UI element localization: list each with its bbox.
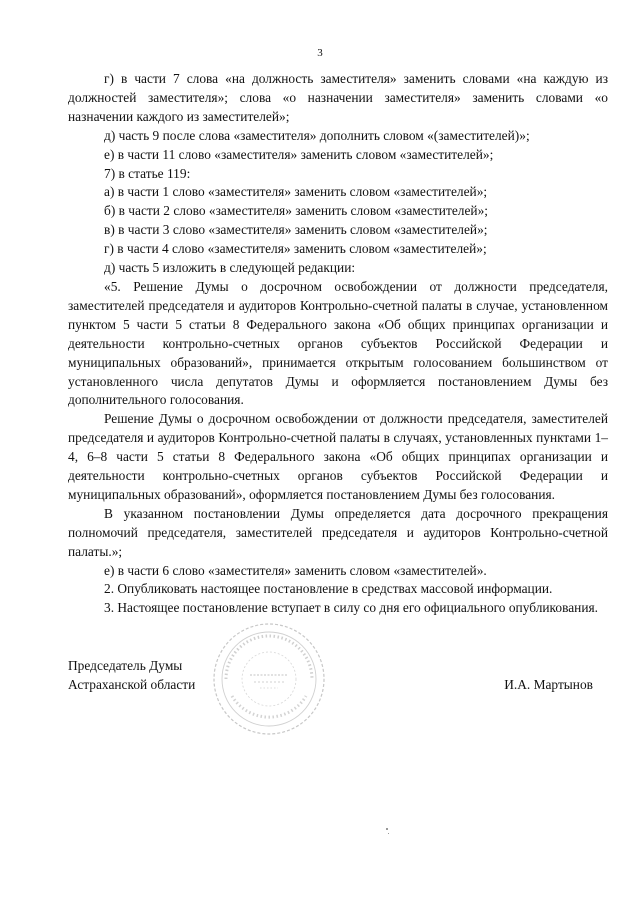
paragraph: Решение Думы о досрочном освобождении от должности председателя, заместителей председателя и аудиторов Контрольно-счетной палаты в случаях, установленных пунктами 1–4, 6–8 части 5 статьи 8 Федерального закона «Об общих принципах организации и деятельности контрольно-счетных органов субъектов Российской Федерации и муниципальных образований», оформляется постановлением Думы без голосования. [68,411,608,502]
signatory-position-line: Председатель Думы [68,658,183,673]
paragraph: е) в части 11 слово «заместителя» заменить словом «заместителей»; [104,146,494,162]
signature-block [68,656,608,716]
paragraph: д) часть 9 после слова «заместителя» дополнить словом «(заместителей)»; [104,127,530,143]
paragraph: г) в части 7 слова «на должность заместителя» заменить словами «на каждую из должностей заместителя»; слова «о назначении заместителя» заменить словами «о назначении каждого из заместителей»; [68,71,608,124]
page-number: 3 [317,47,323,59]
scan-speck [388,833,389,834]
paragraph: е) в части 6 слово «заместителя» заменить словом «заместителей». [104,562,487,578]
document-body [68,70,608,618]
paragraph: В указанном постановлении Думы определяется дата досрочного прекращения полномочий председателя, заместителей председателя и аудиторов Контрольно-счетной палаты.»; [68,505,608,559]
paragraph: 3. Настоящее постановление вступает в силу со дня его официального опубликования. [104,600,598,616]
paragraph: 7) в статье 119: [104,165,191,181]
signatory-name: И.А. Мартынов [504,677,593,692]
paragraph: г) в части 4 слово «заместителя» заменить словом «заместителей»; [104,241,487,257]
signatory-position-line: Астраханской области [68,677,196,692]
paragraph: «5. Решение Думы о досрочном освобождении от должности председателя, заместителей председателя и аудиторов Контрольно-счетной палаты в случае, установленном пунктом 5 части 5 статьи 8 Федерального закона «Об общих принципах организации и деятельности контрольно-счетных органов субъектов Российской Федерации и муниципальных образований», принимается открытым голосованием большинством от установленного числа депутатов Думы и оформляется постановлением Думы без дополнительного голосования. [68,278,608,408]
paragraph: 2. Опубликовать настоящее постановление в средствах массовой информации. [104,581,553,597]
scan-speck [386,828,388,830]
signatory-position [68,656,195,694]
paragraph: а) в части 1 слово «заместителя» заменить словом «заместителей»; [104,184,488,200]
paragraph: в) в части 3 слово «заместителя» заменить словом «заместителей»; [104,222,488,238]
paragraph: д) часть 5 изложить в следующей редакции: [104,260,356,276]
paragraph: б) в части 2 слово «заместителя» заменить словом «заместителей»; [104,203,488,219]
